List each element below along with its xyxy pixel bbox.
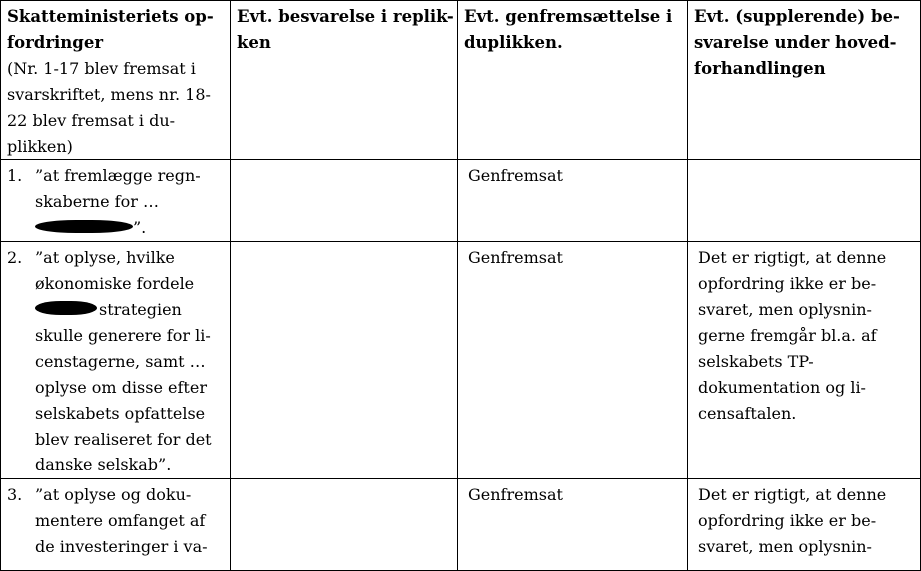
response-cell [688, 242, 921, 479]
request-text-line: ”. [133, 218, 147, 238]
response-text-line: censaftalen. [698, 403, 797, 423]
request-text-line: oplyse om disse efter [35, 377, 207, 397]
request-cell [1, 160, 231, 242]
table-header-row [1, 1, 921, 160]
response-text-line: Det er rigtigt, at denne [698, 248, 887, 268]
duplik-cell [458, 479, 688, 571]
request-text-line: mentere omfanget af [35, 511, 206, 531]
header-note-line: plikken) [7, 136, 73, 156]
header-cell-duplik [458, 1, 688, 160]
table-row [1, 479, 921, 571]
request-text-line: strategien [99, 299, 182, 319]
replik-cell [231, 242, 458, 479]
response-text-line: Det er rigtigt, at denne [698, 485, 887, 505]
redaction-mark [35, 301, 97, 315]
response-cell [688, 479, 921, 571]
header-cell-replik [231, 1, 458, 160]
header-title-line: svarelse under hoved- [694, 32, 897, 52]
request-text-line: ”at fremlægge regn- [35, 166, 201, 186]
header-title-line: ken [237, 32, 271, 52]
request-text-line: danske selskab”. [35, 455, 172, 475]
header-title-line: duplikken. [464, 32, 563, 52]
response-cell [688, 160, 921, 242]
header-title-line: fordringer [7, 32, 104, 52]
request-cell [1, 242, 231, 479]
table-row [1, 160, 921, 242]
request-text-line: skaberne for … [35, 192, 159, 212]
request-number: 2. [7, 248, 23, 268]
request-text-line: ”at oplyse og doku- [35, 485, 192, 505]
header-title-line: Skatteministeriets op- [7, 7, 214, 26]
response-text-line: svaret, men oplysnin- [698, 537, 872, 557]
header-title-line: Evt. besvarelse i replik- [237, 7, 454, 26]
header-cell-hovedforhandling [688, 1, 921, 160]
request-text-line: skulle generere for li- [35, 325, 211, 345]
response-text-line: dokumentation og li- [698, 377, 866, 397]
request-text-line: censtagerne, samt … [35, 351, 206, 371]
header-title-line: Evt. (supplerende) be- [694, 7, 900, 26]
response-text-line: opfordring ikke er be- [698, 274, 877, 294]
header-note-line: (Nr. 1-17 blev fremsat i [7, 58, 196, 78]
request-number: 3. [7, 485, 23, 505]
genfremsat-label: Genfremsat [468, 166, 563, 186]
header-note-line: svarskriftet, mens nr. 18- [7, 84, 211, 104]
genfremsat-label: Genfremsat [468, 485, 563, 505]
request-cell [1, 479, 231, 571]
response-text-line: svaret, men oplysnin- [698, 299, 872, 319]
replik-cell [231, 160, 458, 242]
response-text-line: selskabets TP- [698, 351, 814, 371]
genfremsat-label: Genfremsat [468, 248, 563, 268]
response-text-line: opfordring ikke er be- [698, 511, 877, 531]
request-text-line: selskabets opfattelse [35, 403, 206, 423]
table-row [1, 242, 921, 479]
request-text-line: ”at oplyse, hvilke [35, 248, 175, 268]
header-cell-requests [1, 1, 231, 160]
header-title-line: forhandlingen [694, 58, 826, 78]
request-number: 1. [7, 166, 23, 186]
request-text-line: økonomiske fordele [35, 274, 195, 294]
replik-cell [231, 479, 458, 571]
duplik-cell [458, 160, 688, 242]
header-note-line: 22 blev fremsat i du- [7, 110, 176, 130]
redaction-mark [35, 220, 133, 233]
header-title-line: Evt. genfremsættelse i [464, 7, 673, 26]
response-text-line: gerne fremgår bl.a. af [698, 325, 877, 345]
duplik-cell [458, 242, 688, 479]
request-text-line: de investeringer i va- [35, 537, 208, 557]
request-text-line: blev realiseret for det [35, 429, 212, 449]
